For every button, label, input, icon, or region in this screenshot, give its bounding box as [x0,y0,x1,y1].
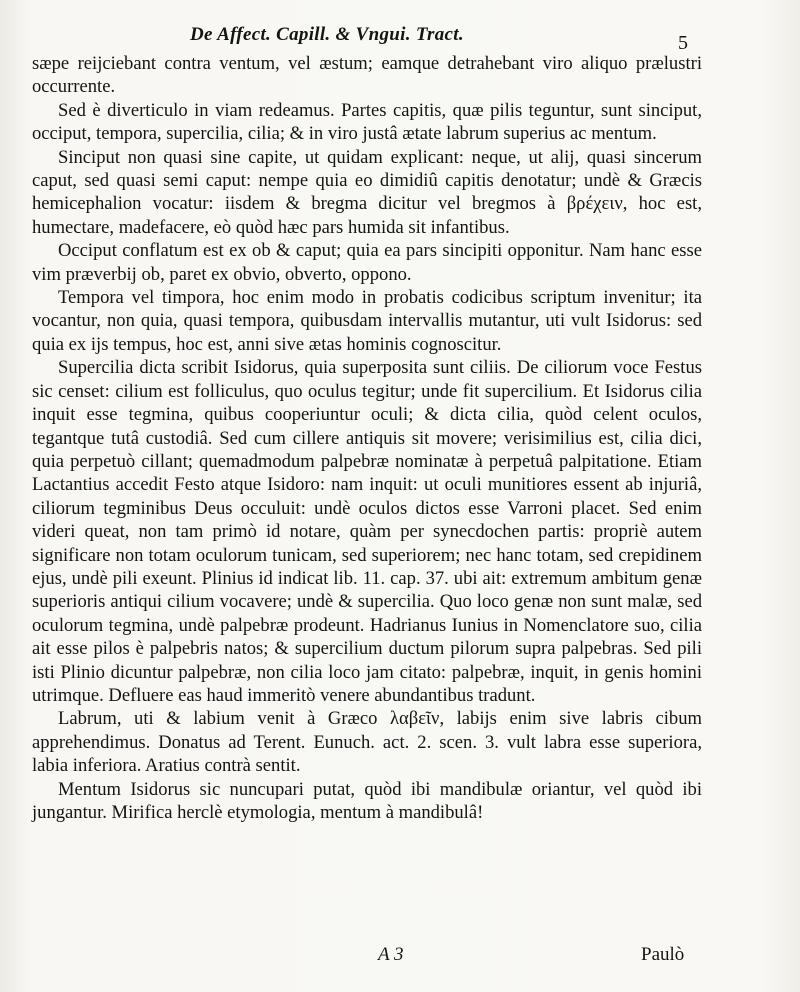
paragraph: Labrum, uti & labium venit à Græco λαβεῖν, labijs enim sive labris cibum apprehendimus. Donatus ad Terent. Eunuch. act. 2. scen. 3. vult labra esse superiora, labia inferiora. Aratius contrà sentit. [32,708,702,777]
paragraph: Sed è diverticulo in viam redeamus. Partes capitis, quæ pilis teguntur, sunt sinciput, occiput, tempora, supercilia, cilia; & in viro justâ ætate labrum superius ac mentum. [32,99,702,145]
catchword: Paulò [641,944,685,965]
paragraph: Sinciput non quasi sine capite, ut quidam explicant: neque, ut alij, quasi sincerum caput, sed quasi semi caput: nempe quia eo dimidiû capitis denotatur; undè & Græcis hemicephalion vocatur: iisdem & bregma dicitur vel bregmos à βρέχειν, hoc est, humectare, madefacere, eò quòd hæc pars humida sit infantibus. [32,146,702,238]
paragraph: Mentum Isidorus sic nuncupari putat, quòd ibi mandibulæ oriantur, vel quòd ibi jungantur. Mirifica herclè etymologia, mentum à mandibulâ! [32,778,702,823]
paragraph: Tempora vel timpora, hoc enim modo in probatis codicibus scriptum invenitur; ita vocantur, non quia, quasi tempora, quibusdam intervallis mutantur, uti vult Isidorus: sed quia ex ijs tempus, hoc est, anni sive ætas hominis cognoscitur. [32,287,702,355]
paragraph: Supercilia dicta scribit Isidorus, quia superposita sunt ciliis. De ciliorum voce Festus sic censet: cilium est folliculus, quo oculus tegitur; unde fit supercilium. Et Isidorus cilia inquit esse tegmina, quibus cooperiuntur oculi; & dicta cilia, quòd celent oculos, tegantque tutâ custodiâ. Sed cum cillere antiquis sit movere; verisimilius est, cilia dici, quia perpetuò cillant; quemadmodum palpebræ nominatæ à perpetuâ palpitatione. Etiam Lactantius accedit Festo atque Isidoro: nam inquit: ut oculi munitiores essent ab injuriâ, ciliorum tegminibus Deus occuluit: undè oculos dictos esse Varroni placet. Sed enim videri queat, non tam primò id notare, quàm per synecdochen partis: propriè autem significare non totam oculorum tunicam, sed superiorem; nec hanc totam, sed crepidinem ejus, undè pili exeunt. Plinius id indicat lib. 11. cap. 37. ubi ait: extremum ambitum genæ superioris antiqui cilium vocavere; undè & supercilia. Quo loco genæ non sunt malæ, sed oculorum tegmina, undè palpebræ prodeunt. Hadrianus Iunius in Nomenclatore suo, cilia ait esse pilos è palpebris natos; & supercilium ductum pilorum supra palpebras. Sed pili isti Plinio dicuntur palpebræ, non cilia loco jam citato: palpebræ, inquit, in genis homini utrimque. Defluere eas haud immeritò venere abundantibus tradunt. [32,357,702,706]
paragraph: sæpe reijciebant contra ventum, vel æstum; eamque detrahebant viro aliquo prælustri occurrente. [32,53,702,98]
body-text [32,52,702,824]
page-header [0,24,800,54]
signature-mark: A 3 [378,944,404,965]
paragraph: Occiput conflatum est ex ob & caput; quia ea pars sincipiti opponitur. Nam hanc esse vim præverbij ob, paret ex obvio, obverto, oppono. [32,240,702,285]
page-footer [0,944,800,972]
page-number: 5 [678,32,688,54]
running-head: De Affect. Capill. & Vngui. Tract. [190,24,464,45]
